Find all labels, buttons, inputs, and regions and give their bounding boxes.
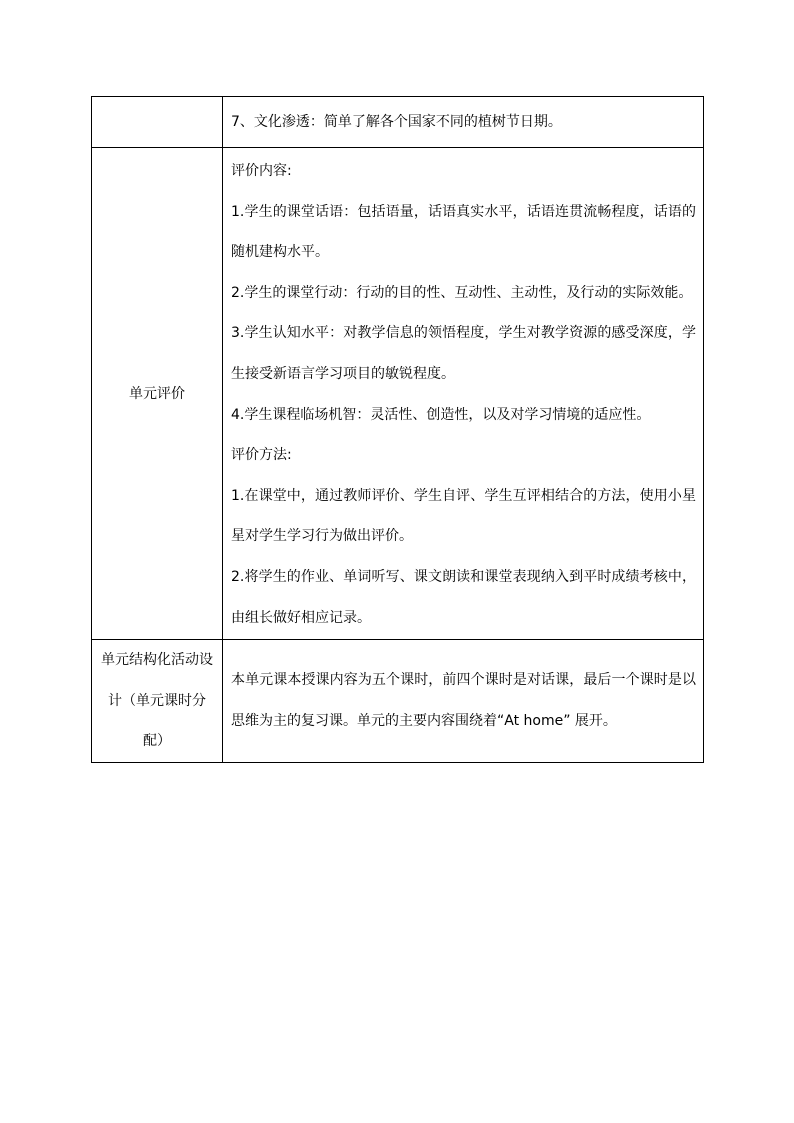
row-label-cell bbox=[92, 97, 223, 148]
lesson-allocation-text: 本单元课本授课内容为五个课时，前四个课时是对话课，最后一个课时是以思维为主的复习课。单元的主要内容围绕着“At home” 展开。 bbox=[231, 672, 696, 729]
unit-evaluation-content bbox=[223, 148, 704, 640]
evaluation-item-3: 3.学生认知水平：对教学信息的领悟程度，学生对教学资源的感受深度，学生接受新语言学习项目的敏锐程度。 bbox=[231, 325, 696, 382]
evaluation-content-heading: 评价内容: bbox=[231, 163, 292, 179]
evaluation-item-4: 4.学生课程临场机智：灵活性、创造性，以及对学习情境的适应性。 bbox=[231, 406, 651, 423]
unit-activity-design-content bbox=[223, 640, 704, 763]
evaluation-item-1: 1.学生的课堂话语：包括语量，话语真实水平，话语连贯流畅程度，话语的随机建构水平。 bbox=[231, 203, 696, 261]
table-row bbox=[92, 640, 704, 763]
evaluation-item-2: 2.学生的课堂行动：行动的目的性、互动性、主动性，及行动的实际效能。 bbox=[231, 284, 693, 301]
evaluation-method-heading: 评价方法: bbox=[231, 447, 292, 464]
culture-infiltration-text: 7、文化渗透：简单了解各个国家不同的植树节日期。 bbox=[231, 113, 562, 130]
evaluation-method-2: 2.将学生的作业、单词听写、课文朗读和课堂表现纳入到平时成绩考核中，由组长做好相应记录。 bbox=[231, 568, 696, 626]
culture-infiltration-cell bbox=[223, 97, 704, 148]
unit-evaluation-label: 单元评价 bbox=[92, 148, 223, 640]
table-row bbox=[92, 97, 704, 148]
evaluation-method-1: 1.在课堂中，通过教师评价、学生自评、学生互评相结合的方法，使用小星星对学生学习行为做出评价。 bbox=[231, 487, 696, 545]
unit-plan-table bbox=[91, 96, 704, 763]
unit-activity-design-label: 单元结构化活动设计（单元课时分配） bbox=[92, 640, 223, 763]
table-row bbox=[92, 148, 704, 640]
